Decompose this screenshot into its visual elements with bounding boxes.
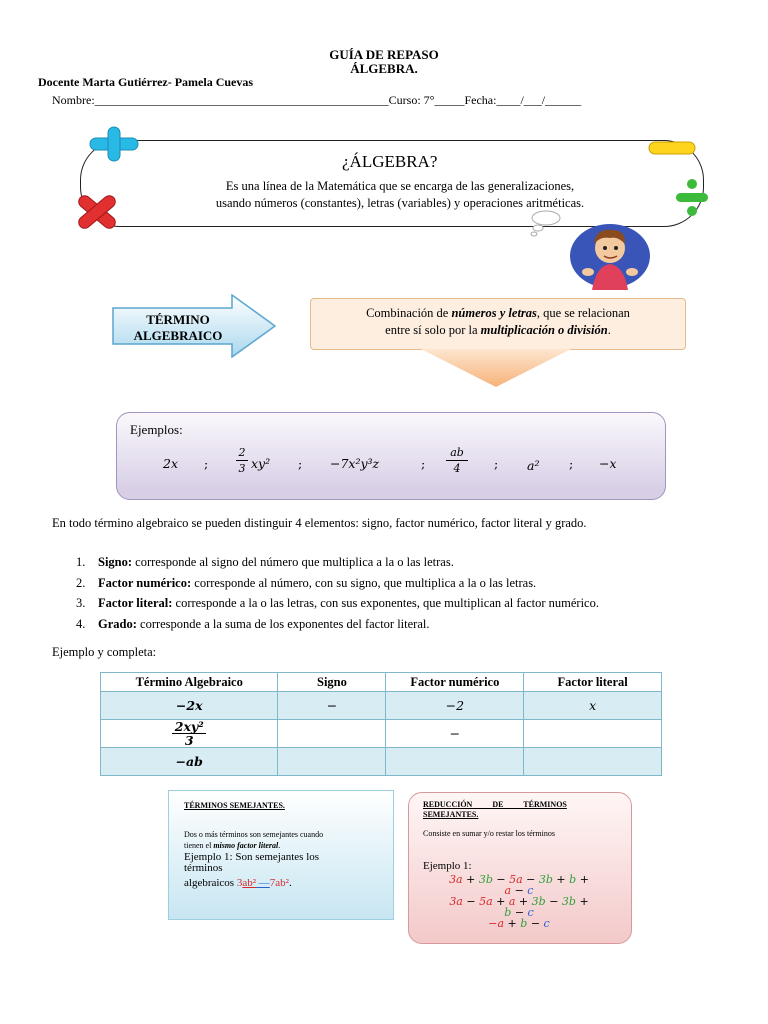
table-cell: −ab: [101, 748, 278, 776]
example-fraction: [446, 445, 468, 476]
list-text: corresponde a la suma de los exponentes del factor literal.: [136, 616, 430, 631]
banner-line-1: Es una línea de la Matemática que se encarga de las generalizaciones,: [225, 179, 575, 193]
def-emphasis-1: números y letras: [451, 306, 537, 320]
list-text: corresponde al signo del número que multiplica a la o las letras.: [132, 555, 454, 569]
list-item: [76, 614, 599, 635]
similar-coef-2: 7: [269, 877, 276, 889]
similar-example-line-1: Ejemplo 1: Son semejantes los: [184, 851, 320, 863]
table-cell[interactable]: [278, 748, 386, 776]
similar-terms-title: TÉRMINOS SEMEJANTES.: [184, 801, 285, 810]
guide-subtitle: ÁLGEBRA.: [350, 61, 418, 76]
reduction-steps: [408, 874, 630, 929]
fraction-denominator: 3: [236, 460, 248, 476]
divide-icon: [674, 178, 710, 218]
banner-definition: [150, 178, 650, 212]
similar-terms-text: [184, 829, 384, 851]
table-cell: −2: [386, 692, 524, 720]
similar-text-1: Dos o más términos son semejantes cuando: [184, 830, 324, 839]
column-header: Signo: [278, 673, 386, 692]
example-term: −7x²y³z: [330, 456, 380, 471]
table-cell: [101, 720, 278, 748]
example-separator: ;: [204, 456, 209, 471]
list-item: [76, 593, 599, 614]
down-arrow-shape: [420, 348, 572, 388]
cell-numerator: 2xy²: [174, 719, 204, 734]
example-term: a²: [527, 458, 540, 473]
similar-example-line-2: términos: [184, 862, 223, 874]
fraction-numerator: 2: [238, 446, 246, 459]
elements-list: [76, 552, 599, 634]
table-cell[interactable]: [386, 748, 524, 776]
list-item: [76, 573, 599, 594]
def-text-4: .: [607, 323, 611, 337]
list-term: Factor numérico:: [98, 575, 192, 590]
guide-title: GUÍA DE REPASO: [329, 47, 439, 62]
def-text-1: Combinación de: [366, 306, 452, 320]
table-header-row: [101, 673, 662, 692]
reduction-title-line-2: SEMEJANTES.: [423, 810, 479, 819]
reduction-example-label: Ejemplo 1:: [423, 860, 472, 872]
def-text-2: , que se relacionan: [536, 306, 630, 320]
reduction-text: Consiste en sumar y/o restar los términos: [423, 829, 555, 838]
examples-box: [116, 412, 666, 500]
term-label: [118, 312, 238, 344]
example-fraction: [236, 445, 248, 476]
column-header: Factor literal: [524, 673, 662, 692]
similar-text-3: .: [278, 841, 281, 850]
examples-label: Ejemplos:: [130, 422, 183, 437]
reduction-line-5: −a + b − c: [488, 917, 550, 930]
thinking-kid-illustration: [530, 210, 652, 290]
list-text: corresponde al número, con su signo, que multiplica a la o las letras.: [191, 575, 537, 590]
similar-literal-1: ab²: [242, 877, 257, 889]
minus-icon: [648, 140, 696, 156]
reduction-title: REDUCCIÓN DE TÉRMINOS: [423, 800, 567, 809]
table-cell: −2x: [101, 692, 278, 720]
times-icon: [72, 192, 122, 232]
table-cell[interactable]: [524, 748, 662, 776]
reduction-line-1: 3a + 3b − 5a − 3b + b +: [449, 873, 589, 886]
list-number: 4.: [76, 616, 86, 631]
banner-line-2: usando números (constantes), letras (variables) y operaciones aritméticas.: [215, 196, 585, 210]
example-separator: ;: [569, 456, 574, 471]
cell-denominator: 3: [172, 733, 206, 747]
term-definition: [318, 305, 678, 339]
column-header: Término Algebraico: [101, 673, 278, 692]
exercise-table: [100, 672, 662, 776]
banner-question: ¿ÁLGEBRA?: [342, 152, 438, 171]
elements-intro: En todo término algebraico se pueden distinguir 4 elementos: signo, factor numérico, factor literal y grado.: [52, 516, 587, 530]
plus-icon: [88, 126, 140, 162]
similar-text-2: tienen el: [184, 841, 214, 850]
fraction-numerator: ab: [450, 446, 464, 459]
reduction-line-2: a − c: [504, 884, 534, 897]
similar-example: [184, 852, 354, 874]
student-form-line: Nombre:_________________________________________________Curso: 7°_____Fecha:____/___/______: [52, 93, 582, 107]
example-term: 2x: [163, 456, 179, 471]
similar-example-line-3: [184, 877, 292, 889]
list-term: Signo:: [98, 555, 133, 569]
similar-emphasis: mismo factor literal: [213, 841, 279, 850]
exercise-instruction: Ejemplo y completa:: [52, 645, 157, 659]
teachers-line: Docente Marta Gutiérrez- Pamela Cuevas: [38, 75, 254, 89]
example-separator: ;: [421, 456, 426, 471]
similar-separator: —: [256, 877, 270, 889]
reduction-line-4: b − c: [504, 906, 534, 919]
table-cell[interactable]: [524, 720, 662, 748]
table-cell[interactable]: [278, 720, 386, 748]
example-separator: ;: [298, 456, 303, 471]
list-number: 1.: [76, 555, 86, 569]
fraction-denominator: 4: [446, 460, 468, 476]
table-cell: −: [278, 692, 386, 720]
table-cell: −: [386, 720, 524, 748]
list-text: corresponde a la o las letras, con sus exponentes, que multiplican al factor numérico.: [172, 596, 599, 610]
table-row: [101, 692, 662, 720]
similar-end: .: [288, 877, 292, 889]
term-label-line-2: ALGEBRAICO: [133, 328, 223, 343]
def-emphasis-2: multiplicación o división: [480, 323, 608, 337]
example-term: xy²: [251, 456, 271, 471]
example-separator: ;: [494, 456, 499, 471]
reduction-line-3: 3a − 5a + a + 3b − 3b +: [449, 895, 589, 908]
table-cell: x: [524, 692, 662, 720]
example-term: −x: [599, 456, 617, 471]
list-number: 2.: [76, 575, 86, 590]
table-row: [101, 720, 662, 748]
similar-coef-1: 3: [236, 877, 243, 889]
list-term: Grado:: [98, 616, 137, 631]
table-row: [101, 748, 662, 776]
term-label-line-1: TÉRMINO: [146, 312, 210, 327]
list-term: Factor literal:: [98, 596, 173, 610]
list-item: [76, 552, 599, 573]
column-header: Factor numérico: [386, 673, 524, 692]
similar-literal-2: ab²: [275, 877, 289, 889]
list-number: 3.: [76, 596, 86, 610]
similar-example-text: algebraicos: [184, 877, 237, 889]
def-text-3: entre sí solo por la: [385, 323, 481, 337]
